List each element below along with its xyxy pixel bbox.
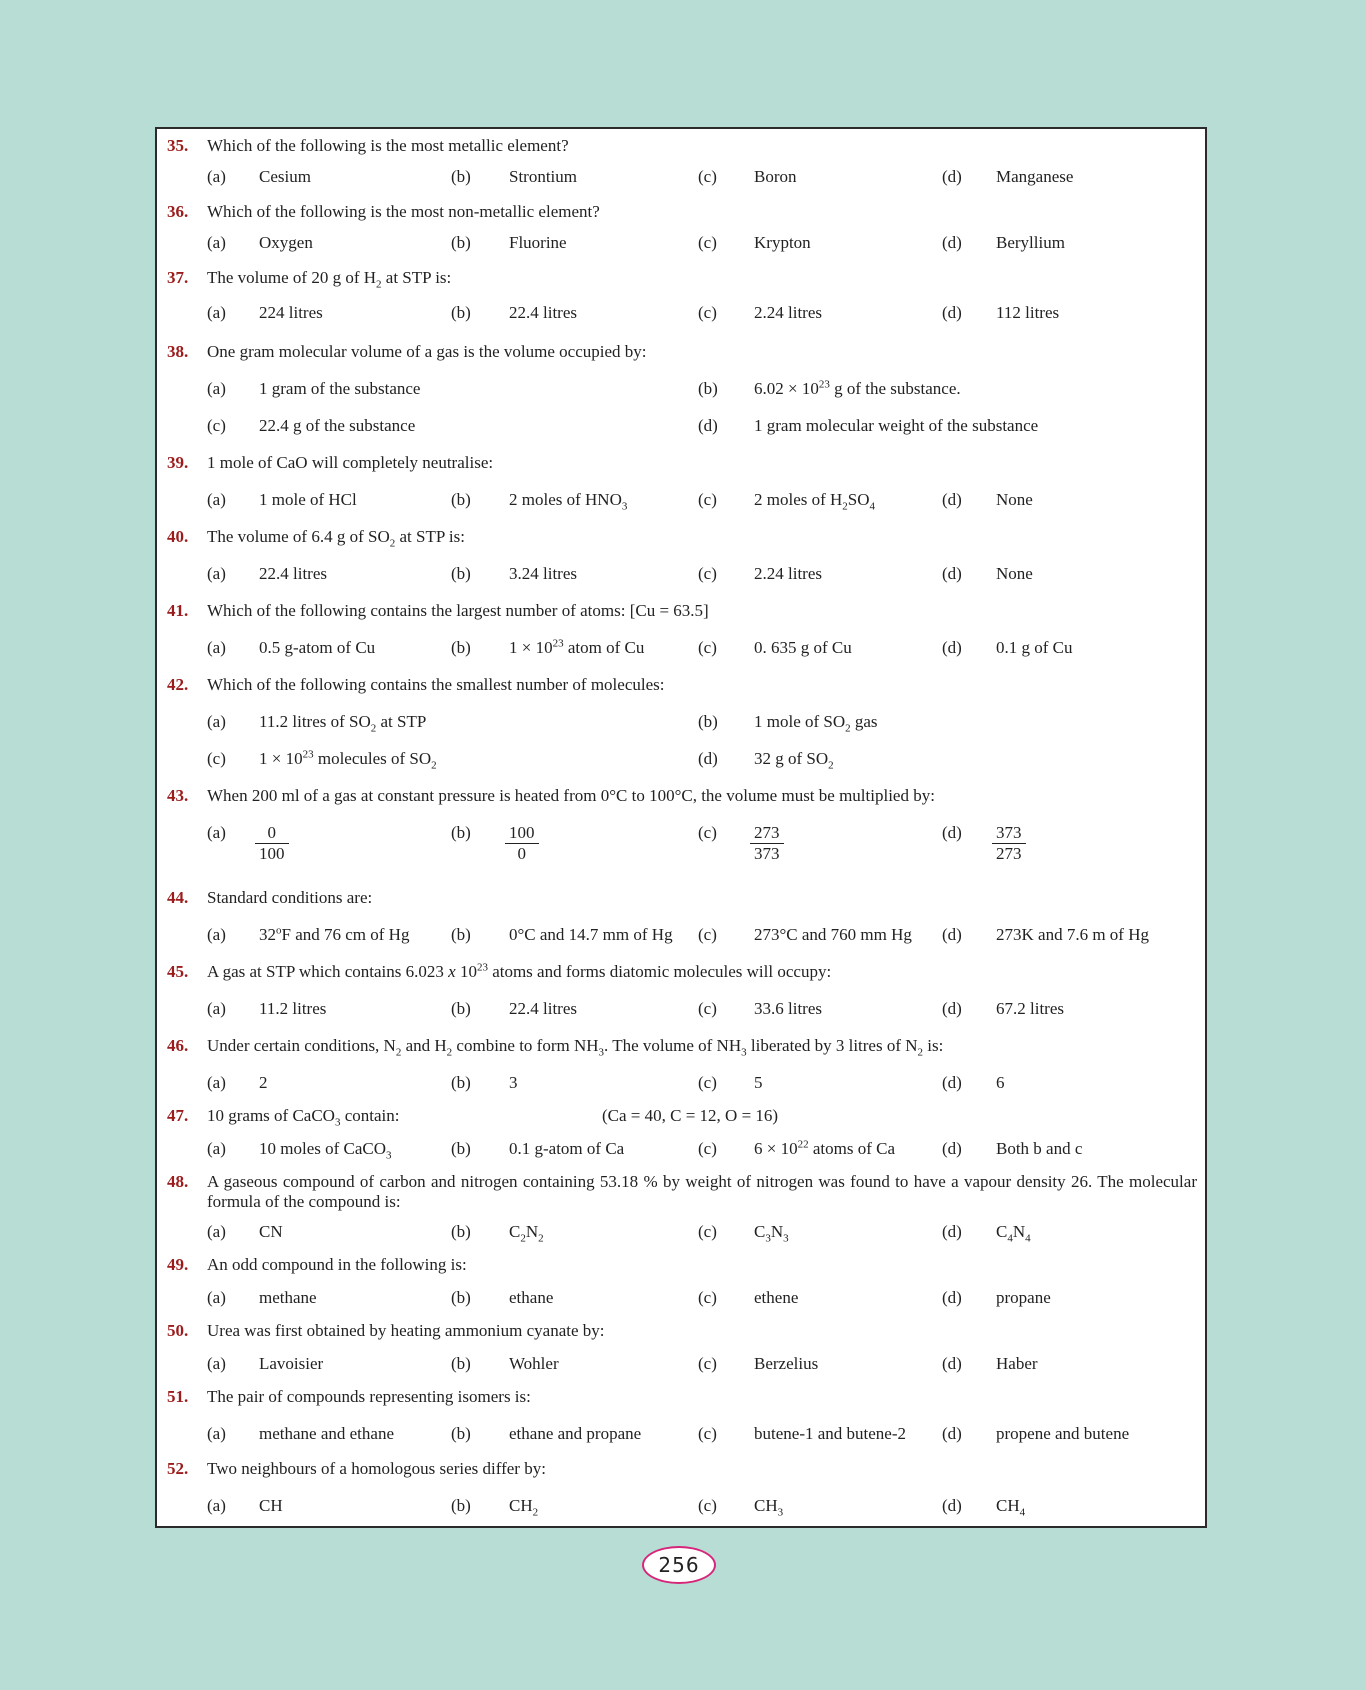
option-label: (d) xyxy=(698,749,718,768)
option-text: ethene xyxy=(754,1288,799,1307)
option-label: (b) xyxy=(698,379,718,398)
question-constants: (Ca = 40, C = 12, O = 16) xyxy=(602,1106,779,1125)
question-number: 41. xyxy=(167,601,189,620)
option-text: 2.24 litres xyxy=(754,303,822,322)
question-number: 44. xyxy=(167,888,189,907)
option-text: $C_4N_4$ xyxy=(996,1222,1031,1245)
option-label: (c) xyxy=(698,303,717,322)
option-label: (b) xyxy=(451,638,471,657)
option-label: (b) xyxy=(698,712,718,731)
option-text: 11.2 litres xyxy=(259,999,327,1018)
option-label: (c) xyxy=(698,823,717,842)
option-text: 6 xyxy=(996,1073,1005,1092)
option-text: Haber xyxy=(996,1354,1038,1373)
option-label: (d) xyxy=(942,925,962,944)
question-text: One gram molecular volume of a gas is the volume occupied by: xyxy=(207,342,647,361)
option-text: Krypton xyxy=(754,233,811,252)
option-label: (c) xyxy=(698,233,717,252)
option-label: (d) xyxy=(942,638,962,657)
question-text: When 200 ml of a gas at constant pressure is heated from 0°C to 100°C, the volume must be multiplied by: xyxy=(207,786,935,805)
option-label: (a) xyxy=(207,1139,226,1158)
option-text: 2.24 litres xyxy=(754,564,822,583)
option-text: 1 mole of $SO_2$ gas xyxy=(754,712,878,735)
option-label: (d) xyxy=(942,233,962,252)
option-label: (d) xyxy=(942,564,962,583)
option-label: (c) xyxy=(698,925,717,944)
option-text: 2 moles of $HNO_3$ xyxy=(509,490,628,513)
option-text: 1 mole of HCl xyxy=(259,490,357,509)
question-text: Two neighbours of a homologous series differ by: xyxy=(207,1459,546,1478)
option-text: 32$^o$F and 76 cm of Hg xyxy=(259,924,410,944)
option-label: (a) xyxy=(207,1222,226,1241)
option-text: 112 litres xyxy=(996,303,1060,322)
option-label: (a) xyxy=(207,638,226,657)
option-label: (c) xyxy=(698,564,717,583)
question-number: 40. xyxy=(167,527,189,546)
option-text: 10 moles of CaCO$_3$ xyxy=(259,1139,392,1162)
question-number: 36. xyxy=(167,202,189,221)
option-text: 0.1 g-atom of Ca xyxy=(509,1139,625,1158)
option-label: (c) xyxy=(698,1354,717,1373)
question-number: 50. xyxy=(167,1321,189,1340)
question-text: Which of the following is the most metallic element? xyxy=(207,136,569,155)
option-label: (c) xyxy=(698,638,717,657)
option-text: Boron xyxy=(754,167,797,186)
option-label: (a) xyxy=(207,167,226,186)
option-label: (d) xyxy=(942,1073,962,1092)
option-text: ethane and propane xyxy=(509,1424,642,1443)
option-text: $6.02 \times 10^{23}$ g of the substance. xyxy=(754,378,961,398)
question-text: The volume of 20 g of $H_2$ at STP is: xyxy=(207,268,452,291)
option-text: 3.24 litres xyxy=(509,564,577,583)
option-label: (d) xyxy=(942,1424,962,1443)
option-label: (d) xyxy=(942,1139,962,1158)
question-number: 45. xyxy=(167,962,189,981)
fraction: $\frac{373}{273}$ xyxy=(992,823,1026,864)
option-text: 33.6 litres xyxy=(754,999,822,1018)
question-number: 43. xyxy=(167,786,189,805)
option-text: 22.4 g of the substance xyxy=(259,416,416,435)
option-label: (d) xyxy=(942,303,962,322)
option-label: (a) xyxy=(207,1354,226,1373)
option-label: (b) xyxy=(451,1222,471,1241)
option-text: 1 gram molecular weight of the substance xyxy=(754,416,1039,435)
option-label: (a) xyxy=(207,1288,226,1307)
option-label: (b) xyxy=(451,490,471,509)
option-text: None xyxy=(996,564,1033,583)
option-text: Beryllium xyxy=(996,233,1065,252)
option-text xyxy=(505,823,539,864)
option-text: 5 xyxy=(754,1073,763,1092)
option-text: Wohler xyxy=(509,1354,559,1373)
option-label: (a) xyxy=(207,490,226,509)
option-text: $1 \times 10^{23}$ atom of Cu xyxy=(509,637,645,657)
question-number: 47. xyxy=(167,1106,189,1125)
option-label: (a) xyxy=(207,925,226,944)
option-text: Both b and c xyxy=(996,1139,1083,1158)
option-label: (b) xyxy=(451,233,471,252)
option-text: 0. 635 g of Cu xyxy=(754,638,852,657)
option-label: (c) xyxy=(207,749,226,768)
question-text: Under certain conditions, $N_2$ and $H_2$ combine to form $NH_3$. The volume of $NH_3$ liberated by 3 litres of $N_2$ is: xyxy=(207,1036,944,1059)
option-text: methane and ethane xyxy=(259,1424,394,1443)
option-label: (c) xyxy=(698,1424,717,1443)
option-label: (c) xyxy=(698,1073,717,1092)
option-text: $1 \times 10^{23}$ molecules of $SO_2$ xyxy=(259,748,437,772)
option-label: (c) xyxy=(698,167,717,186)
option-text: $C_3N_3$ xyxy=(754,1222,789,1245)
option-label: (a) xyxy=(207,1496,226,1515)
option-text: propene and butene xyxy=(996,1424,1130,1443)
question-text: A gaseous compound of carbon and nitrogen containing 53.18 % by weight of nitrogen was found to have a vapour density 26. The molecular formula of the compound is: xyxy=(207,1172,1197,1211)
question-text: Which of the following contains the smallest number of molecules: xyxy=(207,675,665,694)
option-text: 1 gram of the substance xyxy=(259,379,421,398)
option-text: CN xyxy=(259,1222,283,1241)
question-number: 49. xyxy=(167,1255,189,1274)
page-number: 256 xyxy=(642,1546,716,1584)
option-label: (c) xyxy=(698,1288,717,1307)
option-text xyxy=(255,823,289,864)
option-text: 32 g of $SO_2$ xyxy=(754,749,834,772)
option-label: (c) xyxy=(698,1496,717,1515)
question-number: 46. xyxy=(167,1036,189,1055)
option-label: (d) xyxy=(942,999,962,1018)
option-label: (a) xyxy=(207,712,226,731)
option-text: 2 moles of $H_2SO_4$ xyxy=(754,490,876,513)
option-text: Fluorine xyxy=(509,233,567,252)
option-text: CH xyxy=(259,1496,283,1515)
option-text: 273K and 7.6 m of Hg xyxy=(996,925,1149,944)
option-text: 67.2 litres xyxy=(996,999,1064,1018)
question-number: 37. xyxy=(167,268,189,287)
question-text: Which of the following contains the largest number of atoms: [Cu = 63.5] xyxy=(207,601,709,620)
option-label: (a) xyxy=(207,823,226,842)
fraction: $\frac{273}{373}$ xyxy=(750,823,784,864)
option-text: 0.1 g of Cu xyxy=(996,638,1073,657)
option-label: (d) xyxy=(942,167,962,186)
option-text: 0.5 g-atom of Cu xyxy=(259,638,376,657)
question-number: 39. xyxy=(167,453,189,472)
option-label: (a) xyxy=(207,1424,226,1443)
question-number: 35. xyxy=(167,136,189,155)
option-text xyxy=(992,823,1026,864)
option-text: Manganese xyxy=(996,167,1074,186)
question-number: 48. xyxy=(167,1172,189,1191)
option-text xyxy=(750,823,784,864)
option-label: (d) xyxy=(942,1222,962,1241)
option-label: (c) xyxy=(698,1222,717,1241)
option-text: methane xyxy=(259,1288,317,1307)
option-text: Cesium xyxy=(259,167,311,186)
question-number: 38. xyxy=(167,342,189,361)
option-label: (b) xyxy=(451,1073,471,1092)
option-text: propane xyxy=(996,1288,1051,1307)
option-text: 22.4 litres xyxy=(259,564,327,583)
option-text: 2 xyxy=(259,1073,268,1092)
option-text: Strontium xyxy=(509,167,578,186)
option-label: (b) xyxy=(451,1424,471,1443)
option-text: Berzelius xyxy=(754,1354,819,1373)
option-text: $CH_4$ xyxy=(996,1496,1026,1519)
option-text: Lavoisier xyxy=(259,1354,324,1373)
option-label: (b) xyxy=(451,167,471,186)
option-label: (b) xyxy=(451,1354,471,1373)
option-text: ethane xyxy=(509,1288,554,1307)
option-text: 11.2 litres of $SO_2$ at STP xyxy=(259,712,427,735)
option-text: 22.4 litres xyxy=(509,303,577,322)
fraction: $\frac{100}{0}$ xyxy=(505,823,539,864)
option-label: (c) xyxy=(698,1139,717,1158)
option-label: (d) xyxy=(698,416,718,435)
question-text: 1 mole of CaO will completely neutralise: xyxy=(207,453,494,472)
option-label: (a) xyxy=(207,564,226,583)
option-label: (c) xyxy=(698,999,717,1018)
fraction: $\frac{0}{100}$ xyxy=(255,823,289,864)
option-text: 0°C and 14.7 mm of Hg xyxy=(509,925,673,944)
option-label: (b) xyxy=(451,1288,471,1307)
option-label: (b) xyxy=(451,1496,471,1515)
option-label: (c) xyxy=(698,490,717,509)
option-label: (a) xyxy=(207,999,226,1018)
option-text: $C_2N_2$ xyxy=(509,1222,544,1245)
option-text: Oxygen xyxy=(259,233,313,252)
option-label: (d) xyxy=(942,1288,962,1307)
question-text: Standard conditions are: xyxy=(207,888,373,907)
option-text: $CH_3$ xyxy=(754,1496,784,1519)
question-text: Urea was first obtained by heating ammonium cyanate by: xyxy=(207,1321,605,1340)
option-label: (b) xyxy=(451,925,471,944)
question-text: 10 grams of CaCO$_3$ contain: xyxy=(207,1106,400,1129)
option-text: 3 xyxy=(509,1073,518,1092)
question-text: A gas at STP which contains 6.023 x $10^{23}$ atoms and forms diatomic molecules will occupy: xyxy=(207,961,832,981)
option-text: 22.4 litres xyxy=(509,999,577,1018)
option-label: (b) xyxy=(451,1139,471,1158)
question-text: The pair of compounds representing isomers is: xyxy=(207,1387,531,1406)
question-text: Which of the following is the most non-metallic element? xyxy=(207,202,600,221)
option-label: (d) xyxy=(942,490,962,509)
option-label: (b) xyxy=(451,303,471,322)
option-label: (b) xyxy=(451,823,471,842)
question-number: 51. xyxy=(167,1387,189,1406)
option-label: (a) xyxy=(207,233,226,252)
option-label: (c) xyxy=(207,416,226,435)
option-label: (d) xyxy=(942,1354,962,1373)
option-label: (b) xyxy=(451,999,471,1018)
option-text: $CH_2$ xyxy=(509,1496,539,1519)
question-text: An odd compound in the following is: xyxy=(207,1255,467,1274)
option-label: (d) xyxy=(942,1496,962,1515)
option-text: None xyxy=(996,490,1033,509)
option-label: (a) xyxy=(207,1073,226,1092)
option-text: $6 \times 10^{22}$ atoms of Ca xyxy=(754,1138,895,1158)
option-label: (b) xyxy=(451,564,471,583)
option-label: (a) xyxy=(207,303,226,322)
option-text: 224 litres xyxy=(259,303,323,322)
question-page xyxy=(155,127,1207,1528)
question-text: The volume of 6.4 g of $SO_2$ at STP is: xyxy=(207,527,465,550)
question-number: 42. xyxy=(167,675,189,694)
option-label: (a) xyxy=(207,379,226,398)
option-label: (d) xyxy=(942,823,962,842)
option-text: butene-1 and butene-2 xyxy=(754,1424,906,1443)
question-number: 52. xyxy=(167,1459,189,1478)
option-text: 273°C and 760 mm Hg xyxy=(754,925,912,944)
